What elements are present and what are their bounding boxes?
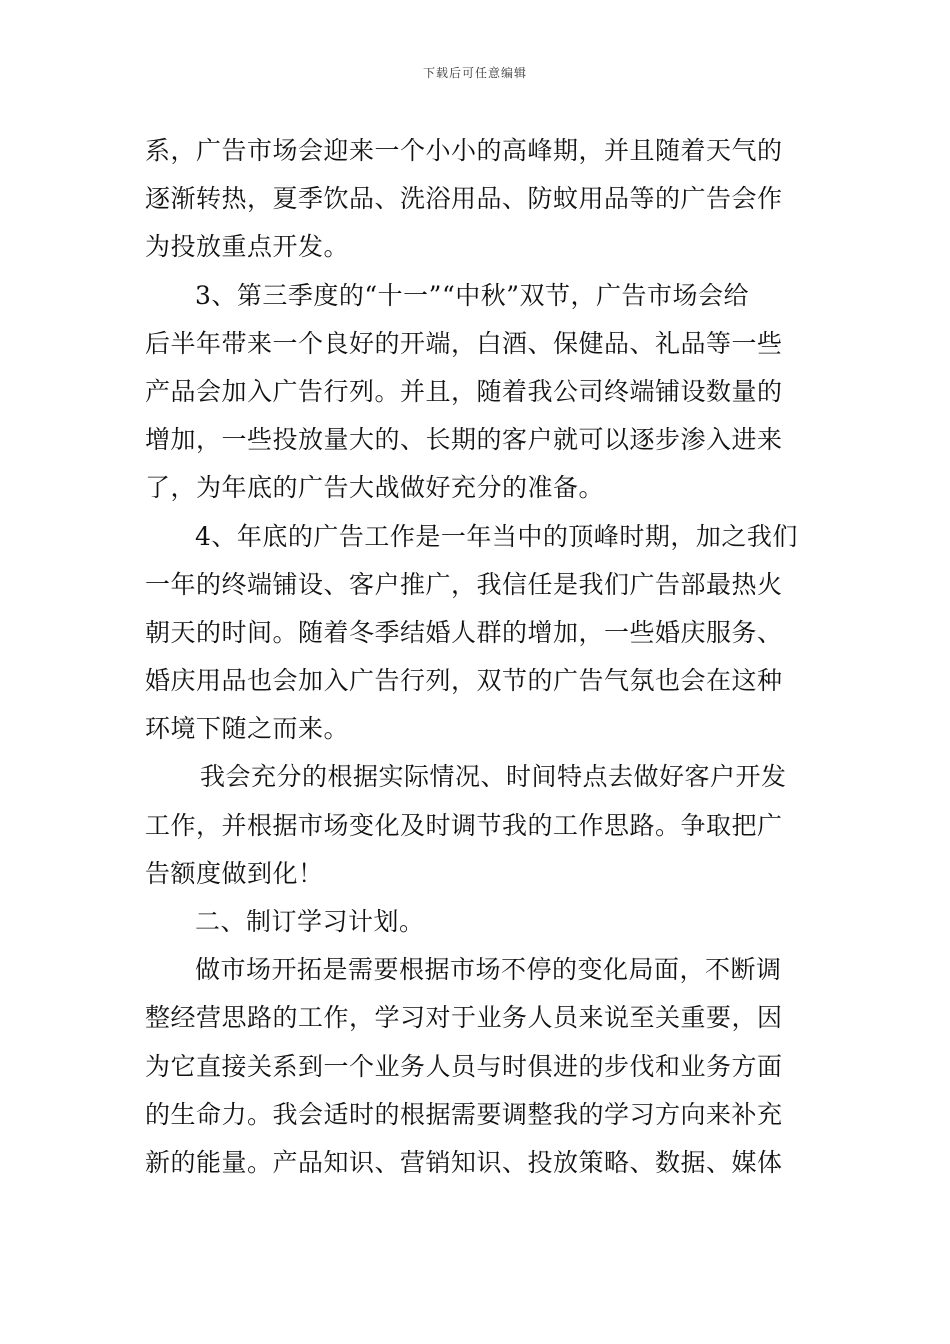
text-line: 告额度做到化！ bbox=[145, 858, 324, 888]
text-line: 了，为年底的广告大战做好充分的准备。 bbox=[145, 473, 605, 503]
page-header-note: 下载后可任意编辑 bbox=[422, 66, 527, 80]
text-line: 产品会加入广告行列。并且，随着我公司终端铺设数量的 bbox=[145, 376, 783, 406]
text-line: 婚庆用品也会加入广告行列，双节的广告气氛也会在这种 bbox=[145, 666, 783, 696]
paragraph-start-line: 我会充分的根据实际情况、时间特点去做好客户开发 bbox=[200, 762, 787, 792]
text-line: 的生命力。我会适时的根据需要调整我的学习方向来补充 bbox=[145, 1099, 783, 1129]
text-line: 一年的终端铺设、客户推广，我信任是我们广告部最热火 bbox=[145, 569, 783, 599]
paragraph-start-line: 4、年底的广告工作是一年当中的顶峰时期，加之我们 bbox=[195, 521, 798, 551]
document-body bbox=[145, 127, 810, 1187]
text-line: 环境下随之而来。 bbox=[145, 714, 350, 744]
text-line: 后半年带来一个良好的开端，白酒、保健品、礼品等一些 bbox=[145, 328, 783, 358]
text-line: 整经营思路的工作，学习对于业务人员来说至关重要，因 bbox=[145, 1003, 783, 1033]
text-line: 增加，一些投放量大的、长期的客户就可以逐步渗入进来 bbox=[145, 425, 783, 455]
text-line: 朝天的时间。随着冬季结婚人群的增加，一些婚庆服务、 bbox=[145, 617, 783, 647]
paragraph-start-line: 3、第三季度的“十一”“中秋”双节，广告市场会给 bbox=[195, 280, 750, 310]
text-line: 为投放重点开发。 bbox=[145, 232, 350, 262]
section-heading: 二、制订学习计划。 bbox=[195, 907, 425, 936]
text-line: 工作，并根据市场变化及时调节我的工作思路。争取把广 bbox=[145, 810, 783, 840]
text-line: 为它直接关系到一个业务人员与时俱进的步伐和业务方面 bbox=[145, 1051, 783, 1081]
text-line: 系，广告市场会迎来一个小小的高峰期，并且随着天气的 bbox=[145, 136, 783, 165]
paragraph-start-line: 做市场开拓是需要根据市场不停的变化局面，不断调 bbox=[195, 955, 782, 985]
text-line: 逐渐转热，夏季饮品、洗浴用品、防蚊用品等的广告会作 bbox=[145, 184, 783, 214]
text-line: 新的能量。产品知识、营销知识、投放策略、数据、媒体 bbox=[145, 1147, 783, 1177]
